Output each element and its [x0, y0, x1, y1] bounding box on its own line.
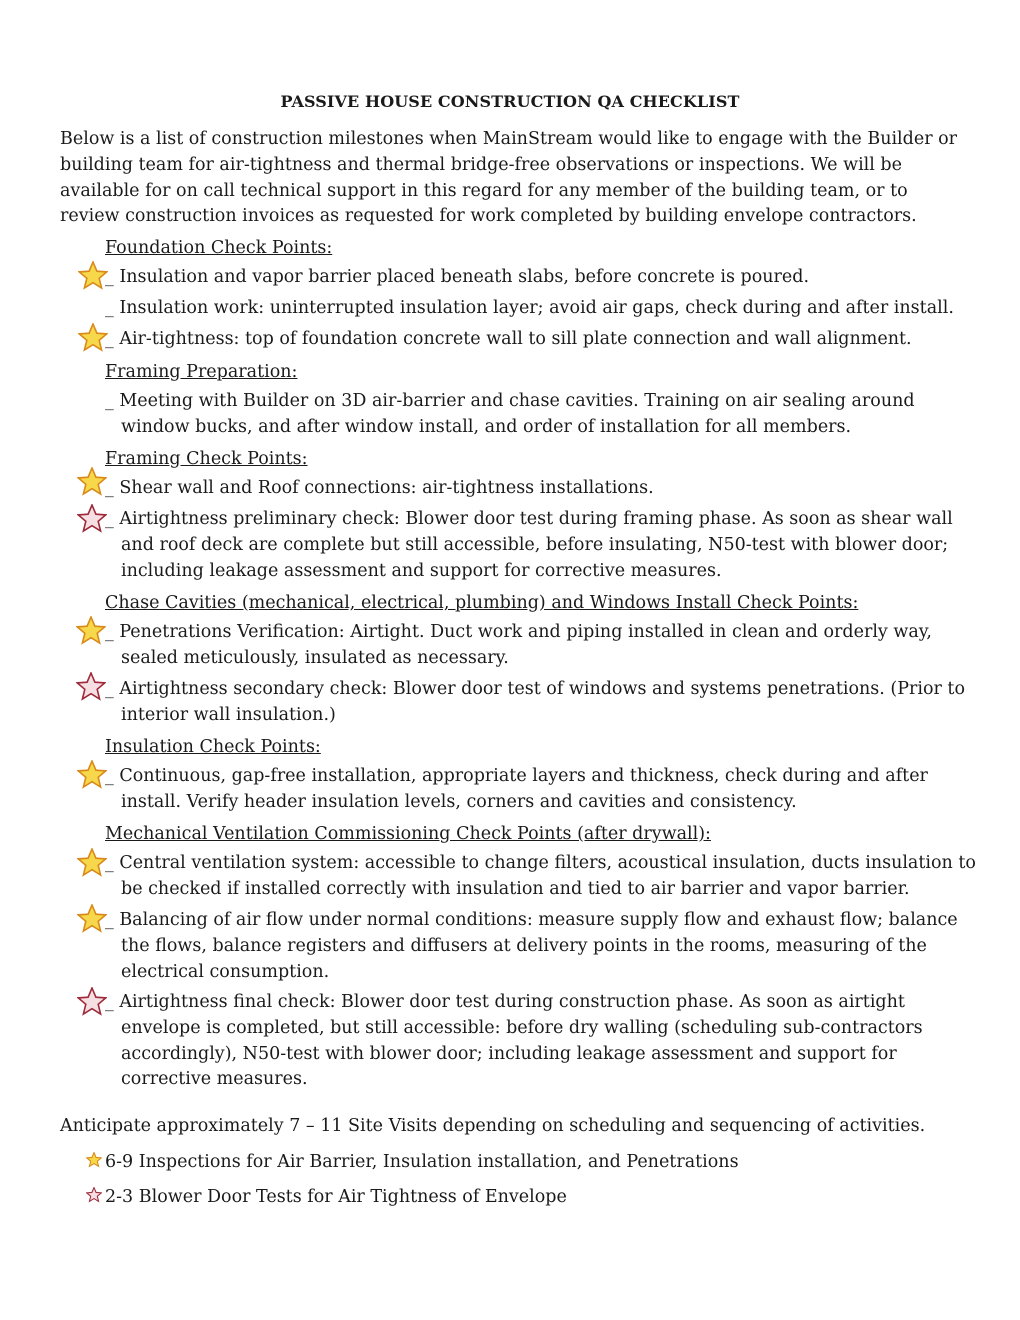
- red-star-icon: [77, 504, 107, 534]
- checklist-item: _ Meeting with Builder on 3D air-barrier and chase cavities. Training on air sealing around window bucks, and after window install, and order of installation for all members.: [105, 391, 915, 437]
- page-title: PASSIVE HOUSE CONSTRUCTION QA CHECKLIST: [280, 92, 740, 111]
- section-heading-foundation: Foundation Check Points:: [105, 238, 333, 258]
- checklist-item: _ Central ventilation system: accessible to change filters, acoustical insulation, ducts insulation to be checked if installed correctly with insulation and tied to air barrier and vapor barrier.: [105, 853, 976, 899]
- red-star-icon: [77, 987, 107, 1017]
- checklist-item: _ Airtightness preliminary check: Blower door test during framing phase. As soon as shear wall and roof deck are complete but still accessible, before insulating, N50-test with blower door; including leakage assessment and support for corrective measures.: [105, 509, 953, 581]
- checklist-item: _ Airtightness final check: Blower door test during construction phase. As soon as airtight envelope is completed, but still accessible: before dry walling (scheduling sub-contractors accordingly), N50-test with blower door; including leakage assessment and support for corrective measures.: [105, 992, 923, 1090]
- checklist-item: _ Shear wall and Roof connections: air-tightness installations.: [105, 478, 654, 498]
- site-visits-note: Anticipate approximately 7 – 11 Site Visits depending on scheduling and sequencing of activities.: [60, 1116, 926, 1136]
- summary-item-blower-door: 2-3 Blower Door Tests for Air Tightness of Envelope: [105, 1187, 567, 1207]
- gold-star-icon: [77, 848, 107, 878]
- checklist-item: _ Insulation and vapor barrier placed beneath slabs, before concrete is poured.: [105, 267, 810, 287]
- checklist-item: _ Insulation work: uninterrupted insulation layer; avoid air gaps, check during and after install.: [105, 298, 954, 318]
- section-heading-mechanical-ventilation: Mechanical Ventilation Commissioning Check Points (after drywall):: [105, 824, 711, 844]
- section-heading-chase-cavities: Chase Cavities (mechanical, electrical, plumbing) and Windows Install Check Points:: [105, 593, 859, 613]
- gold-star-icon: [78, 323, 108, 353]
- section-heading-framing-check: Framing Check Points:: [105, 449, 308, 469]
- section-heading-insulation: Insulation Check Points:: [105, 737, 321, 757]
- intro-paragraph: Below is a list of construction milestones when MainStream would like to engage with the Builder or building team for air-tightness and thermal bridge-free observations or inspections. We will be available for on call technical support in this regard for any member of the building team, or to review construction invoices as requested for work completed by building envelope contractors.: [60, 129, 958, 227]
- gold-star-icon: [78, 261, 108, 291]
- gold-star-icon: [86, 1152, 102, 1168]
- red-star-icon: [76, 672, 106, 702]
- checklist-item: _ Balancing of air flow under normal conditions: measure supply flow and exhaust flow; balance the flows, balance registers and diffusers at delivery points in the rooms, measuring of the electrical consumption.: [105, 910, 958, 982]
- checklist-item: _ Airtightness secondary check: Blower door test of windows and systems penetrations. (Prior to interior wall insulation.): [105, 679, 965, 725]
- red-star-icon: [86, 1187, 102, 1203]
- summary-item-inspections: 6-9 Inspections for Air Barrier, Insulation installation, and Penetrations: [105, 1152, 739, 1172]
- section-heading-framing-preparation: Framing Preparation:: [105, 362, 298, 382]
- gold-star-icon: [77, 467, 107, 497]
- gold-star-icon: [77, 904, 107, 934]
- checklist-item: _ Air-tightness: top of foundation concrete wall to sill plate connection and wall alignment.: [105, 329, 912, 349]
- checklist-item: _ Penetrations Verification: Airtight. Duct work and piping installed in clean and orderly way, sealed meticulously, insulated as necessary.: [105, 622, 932, 668]
- gold-star-icon: [77, 760, 107, 790]
- checklist-item: _ Continuous, gap-free installation, appropriate layers and thickness, check during and after install. Verify header insulation levels, corners and cavities and consistency.: [105, 766, 928, 812]
- gold-star-icon: [76, 616, 106, 646]
